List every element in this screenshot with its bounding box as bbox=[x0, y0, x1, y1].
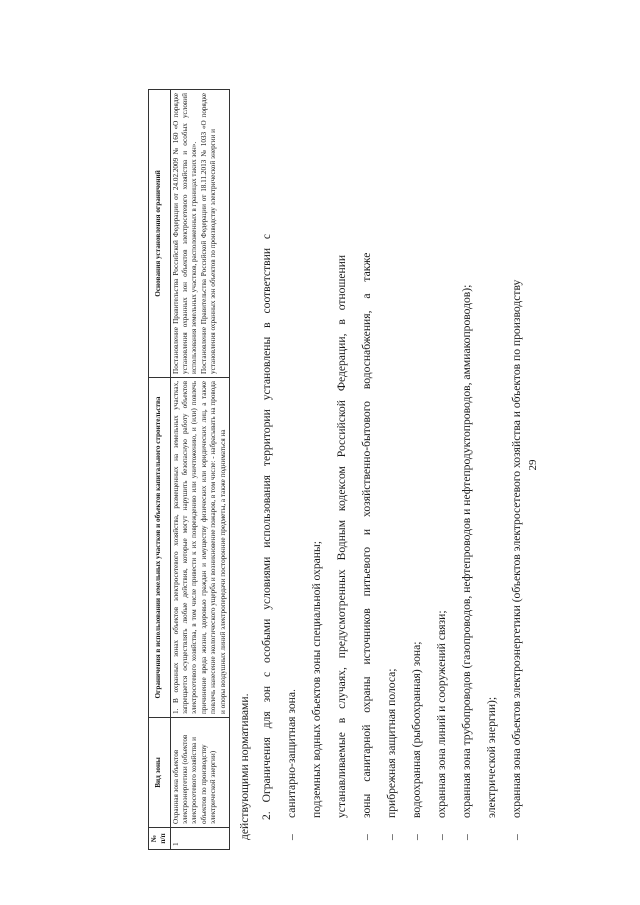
dash-marker: – bbox=[385, 834, 398, 840]
restrictions-table bbox=[148, 89, 230, 850]
note-line-2: действующими нормативами. bbox=[238, 693, 251, 840]
list-item-continuation: подземных водных объектов зоны специальной охраны; bbox=[310, 540, 323, 818]
cell-restrictions: 1. В охранных зонах объектов электросетевого хозяйства, размещенных на земельных участках, запрещается осуществлять любые действия, которые могут нарушить безопасную работу объектов электросетевого хозяйства, в том числе привести к их повреждению или уничтожению, и (или) повлечь причинение вреда жизни, здоровью граждан и имуществу физических или юридических лиц, а также повлечь нанесение экологического ущерба и возникновение пожаров, в том числе: - набрасывать на провода и опоры воздушных линий электропередачи посторонние предметы, а также подниматься на bbox=[170, 378, 229, 718]
cell-basis bbox=[170, 90, 229, 378]
list-item-continuation: электрической энергии); bbox=[485, 696, 498, 818]
table-header-row bbox=[148, 90, 170, 850]
table-row bbox=[170, 90, 229, 850]
dash-marker: – bbox=[460, 834, 473, 840]
dash-marker: – bbox=[360, 834, 373, 840]
header-num: № п/п bbox=[148, 828, 170, 850]
rotated-page-content: 29 – охранная зона объектов электроэнергетики (объектов электросетевого хозяйства и объектов по производству электрической энергии); – охранная зона трубопроводов (газопроводов, нефтепроводов и нефтепродуктопроводов, аммиакопроводов); – охранная зона линий и сооружений связи; – водоохранная (рыбоохранная) зона; – прибрежная защитная полоса; – зоны санитарной охраны источников питьевого и хозяйственно-бытового водоснабжения, а также устанавливаемые в случаях, предусмотренных Водным кодексом Российской Федерации, в отношении подземных водных объектов зоны специальной охраны; – санитарно-защитная зона. 2. Ограничения для зон с особыми условиями использования территории установлены в соответствии с действующими нормативами. № п/п Вид зоны Ограничения в использовании земельных участков и объектов капитального строительства Основания установления ограничений 1 Охранная зона объектов электроэнергетики (объектов электросетевого хозяйства и объектов по производству электрической энергии) 1. В охранных зонах объектов электросетевого хозяйства, размещенных на земельных участках, запрещается осуществлять любые действия, которые могут нарушить безопасную работу объектов электросетевого хозяйства, в том числе привести к их повреждению или уничтожению, и (или) повлечь причинение вреда жизни, здоровью граждан и имуществу физических или юридических лиц, а также повлечь нанесение экологического ущерба и возникновение пожаров, в том числе: - набрасывать на провода и опоры воздушных линий электропередачи посторонние предметы, а также подниматься на Постановление Правительства Российской Федерации от 24.02.2009 № 160 «О порядке установления охранных зон объектов электросетевого хозяйства и особых условий использования земельных участков, расположенных в границах таких зон». Постановление Правительства Российской Федерации от 18.11.2013 № 1033 «О порядке установления охранных зон объектов по производству электрической энергии и bbox=[100, 80, 620, 850]
note-line-1: 2. Ограничения для зон с особыми условиями использования территории установлены в соответствии с bbox=[260, 233, 273, 820]
header-restrictions: Ограничения в использовании земельных участков и объектов капитального строительства bbox=[148, 378, 170, 718]
basis-paragraph-2: Постановление Правительства Российской Федерации от 18.11.2013 № 1033 «О порядке установления охранных зон объектов по производству электрической энергии и bbox=[199, 93, 218, 374]
dash-marker: – bbox=[435, 834, 448, 840]
cell-zone-type: Охранная зона объектов электроэнергетики (объектов электросетевого хозяйства и объектов по производству электрической энергии) bbox=[170, 718, 229, 828]
list-item-continuation: устанавливаемые в случаях, предусмотренных Водным кодексом Российской Федерации, в отношении bbox=[335, 254, 348, 818]
cell-num: 1 bbox=[170, 828, 229, 850]
header-basis: Основания установления ограничений bbox=[148, 90, 170, 378]
header-zone-type: Вид зоны bbox=[148, 718, 170, 828]
basis-paragraph-1: Постановление Правительства Российской Федерации от 24.02.2009 № 160 «О порядке установления охранных зон объектов электросетевого хозяйства и особых условий использования земельных участков, расположенных в границах таких зон». bbox=[171, 93, 199, 374]
dash-marker: – bbox=[410, 834, 423, 840]
dash-marker: – bbox=[285, 834, 298, 840]
dash-marker: – bbox=[510, 834, 523, 840]
page-number: 29 bbox=[527, 459, 539, 471]
